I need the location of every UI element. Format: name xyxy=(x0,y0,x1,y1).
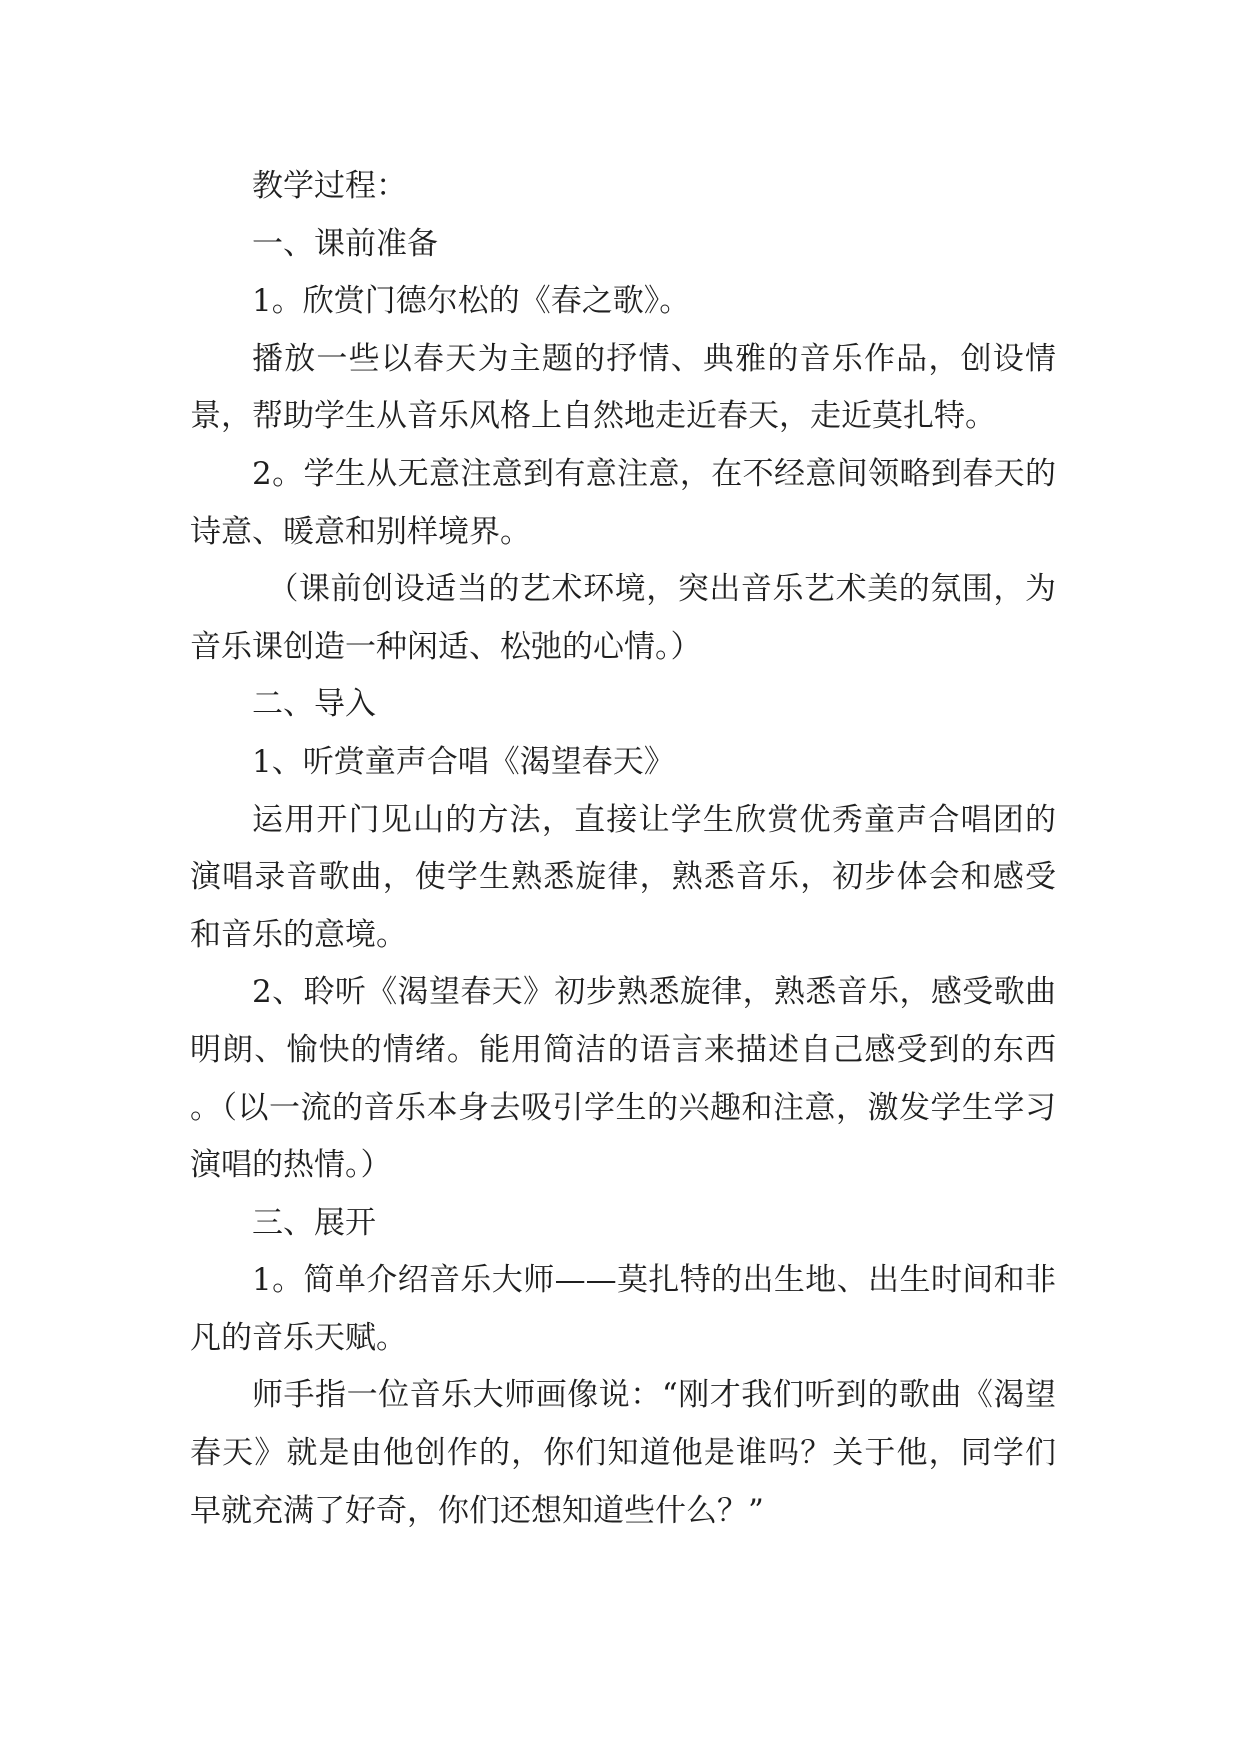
note-paragraph: （课前创设适当的艺术环境，突出音乐艺术美的氛围，为音乐课创造一种闲适、松弛的心情。） xyxy=(190,571,1056,665)
document-body xyxy=(190,158,1056,1540)
list-item-1: 1、听赏童声合唱《渴望春天》 xyxy=(252,743,675,780)
section-heading-development: 三、展开 xyxy=(252,1204,376,1241)
list-item-1: 1。简单介绍音乐大师——莫扎特的出生地、出生时间和非凡的音乐天赋。 xyxy=(190,1262,1056,1356)
list-item-1: 1。欣赏门德尔松的《春之歌》。 xyxy=(252,283,691,320)
section-heading-preparation: 一、课前准备 xyxy=(252,225,438,262)
body-paragraph: 运用开门见山的方法，直接让学生欣赏优秀童声合唱团的演唱录音歌曲，使学生熟悉旋律，熟悉音乐，初步体会和感受和音乐的意境。 xyxy=(190,801,1056,953)
section-heading-teaching-process: 教学过程： xyxy=(252,168,407,204)
list-item-2: 2。学生从无意注意到有意注意，在不经意间领略到春天的诗意、暖意和别样境界。 xyxy=(190,455,1056,550)
body-paragraph: 师手指一位音乐大师画像说：“刚才我们听到的歌曲《渴望春天》就是由他创作的，你们知道他是谁吗？关于他，同学们早就充满了好奇，你们还想知道些什么？” xyxy=(190,1377,1056,1529)
list-item-2: 2、聆听《渴望春天》初步熟悉旋律，熟悉音乐，感受歌曲明朗、愉快的情绪。能用简洁的语言来描述自己感受到的东西。（以一流的音乐本身去吸引学生的兴趣和注意，激发学生学习演唱的热情。） xyxy=(190,974,1056,1184)
body-paragraph: 播放一些以春天为主题的抒情、典雅的音乐作品，创设情景，帮助学生从音乐风格上自然地走近春天，走近莫扎特。 xyxy=(190,340,1056,435)
section-heading-introduction: 二、导入 xyxy=(252,686,376,723)
